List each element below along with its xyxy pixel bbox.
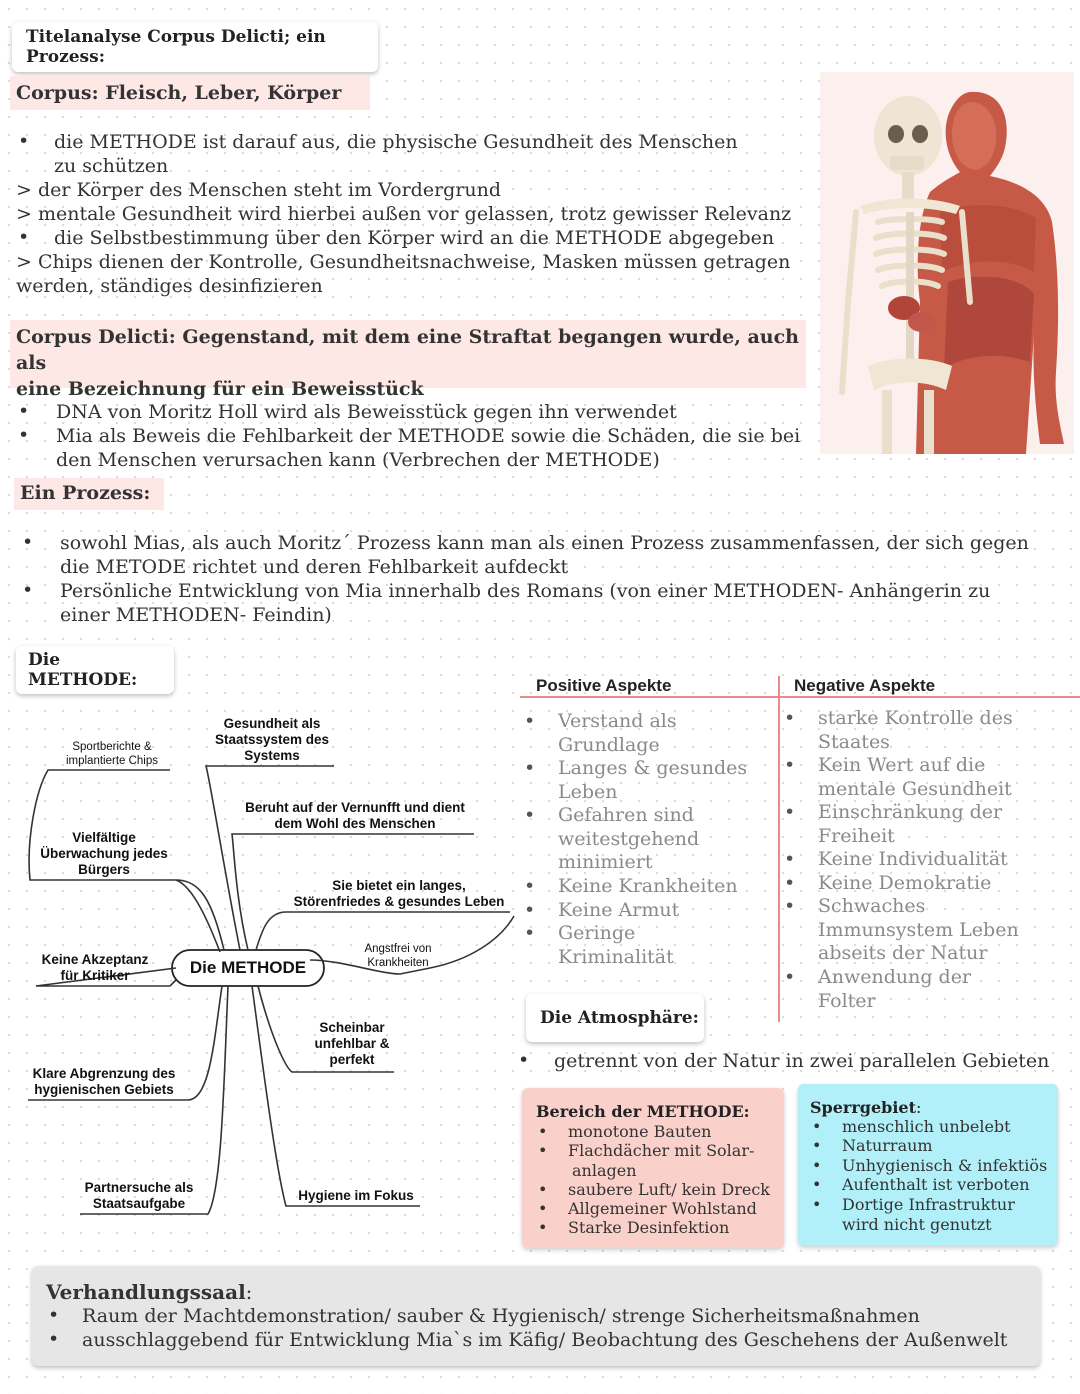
node-line: Klare Abgrenzung des xyxy=(32,1066,176,1081)
corpus-line-1: die METHODE ist darauf aus, die physische Gesundheit des Menschen xyxy=(54,131,738,153)
item-line: Keine Individualität xyxy=(818,848,1008,870)
node-line: Bürgers xyxy=(78,862,130,877)
positive-item xyxy=(558,899,679,923)
saal-line-2: ausschlaggebend für Entwicklung Mia`s im Käfig/ Beobachtung des Geschehens der Außenwelt xyxy=(82,1329,1008,1351)
item-line: Verstand als xyxy=(558,710,677,732)
bullet: • xyxy=(524,804,536,826)
bullet: • xyxy=(812,1156,822,1175)
node-line: hygienischen Gebiets xyxy=(34,1082,174,1097)
bullet: • xyxy=(538,1180,548,1199)
mindmap-node-abgrenzung xyxy=(22,1066,186,1098)
bereich-item: Allgemeiner Wohlstand xyxy=(568,1199,757,1218)
item-line: Folter xyxy=(818,989,876,1012)
prozess-line-3: Persönliche Entwicklung von Mia innerhalb des Romans (von einer METHODEN- Anhängerin zu xyxy=(60,580,991,602)
item-line: weitestgehend xyxy=(558,827,700,850)
item-line: Kriminalität xyxy=(558,945,674,968)
node-line: unfehlbar & xyxy=(314,1036,390,1051)
node-line: implantierte Chips xyxy=(65,755,159,767)
mindmap-node-gesundheit xyxy=(206,716,338,764)
bereich-box xyxy=(522,1088,784,1248)
item-line: Anwendung der xyxy=(818,966,972,988)
delicti-heading-line-1: Corpus Delicti: Gegenstand, mit dem eine Straftat begangen wurde, auch als xyxy=(16,326,799,374)
negative-item xyxy=(818,754,1012,801)
bullet: • xyxy=(18,424,30,446)
bullet: • xyxy=(784,754,796,776)
bullet: • xyxy=(784,895,796,917)
page-title: Titelanalyse Corpus Delicti; ein Prozess: xyxy=(12,22,378,72)
item-line: Staates xyxy=(818,730,890,753)
prozess-heading: Ein Prozess: xyxy=(14,478,164,510)
bullet: • xyxy=(812,1117,822,1136)
item-line: Gefahren sind xyxy=(558,804,694,826)
bereich-item xyxy=(568,1141,754,1180)
sperr-item: menschlich unbelebt xyxy=(842,1117,1011,1136)
node-line: Scheinbar xyxy=(319,1020,385,1035)
bullet: • xyxy=(22,531,34,553)
mindmap-node-ueberwachung xyxy=(24,830,184,878)
corpus-line-2: zu schützen xyxy=(54,155,169,177)
sperrgebiet-box xyxy=(798,1084,1058,1246)
verhandlungssaal-box xyxy=(32,1266,1040,1366)
sperr-item: Aufenthalt ist verboten xyxy=(842,1175,1030,1194)
bullet: • xyxy=(524,875,536,897)
item-line: Flachdächer mit Solar- xyxy=(568,1141,755,1160)
prozess-line-2: die METODE richtet und deren Fehlbarkeit aufdeckt xyxy=(60,556,569,578)
item-line: Langes & gesundes xyxy=(558,757,748,779)
item-line: abseits der Natur xyxy=(818,942,988,964)
methode-heading: Die METHODE: xyxy=(16,646,174,694)
item-line: mentale Gesundheit xyxy=(818,777,1012,800)
delicti-line-1: DNA von Moritz Holl wird als Beweisstück gegen ihn verwendet xyxy=(56,401,677,423)
bullet: • xyxy=(784,801,796,823)
item-line: Grundlage xyxy=(558,733,660,756)
node-line: perfekt xyxy=(329,1052,375,1067)
bereich-item: saubere Luft/ kein Dreck xyxy=(568,1180,770,1199)
bullet: • xyxy=(524,922,536,944)
bullet: • xyxy=(784,966,796,988)
mindmap-node-partner xyxy=(76,1180,202,1212)
bullet: • xyxy=(812,1175,822,1194)
node-line: Sportberichte & xyxy=(72,741,152,753)
item-line: minimiert xyxy=(558,851,653,873)
sperr-item: Unhygienisch & infektiös xyxy=(842,1156,1048,1175)
bullet: • xyxy=(18,226,30,248)
item-line: Keine Krankheiten xyxy=(558,875,738,897)
bullet: • xyxy=(48,1304,60,1326)
corpus-line-4: > mentale Gesundheit wird hierbei außen vor gelassen, trotz gewisser Relevanz xyxy=(16,203,792,225)
bereich-title: Bereich der METHODE: xyxy=(536,1102,750,1121)
item-line: Geringe xyxy=(558,922,636,944)
negative-item xyxy=(818,966,971,1013)
bullet: • xyxy=(524,757,536,779)
bereich-item: monotone Bauten xyxy=(568,1122,712,1141)
bullet: • xyxy=(812,1195,822,1214)
node-line: Sie bietet ein langes, xyxy=(332,878,466,893)
positive-item xyxy=(558,875,738,899)
bullet: • xyxy=(518,1049,530,1071)
mindmap-center: Die METHODE xyxy=(189,958,307,977)
bereich-item: Starke Desinfektion xyxy=(568,1218,730,1237)
atmosphaere-line: getrennt von der Natur in zwei parallelen Gebieten xyxy=(554,1050,1050,1072)
node-line: Staatsaufgabe xyxy=(92,1196,186,1211)
item-line: Leben xyxy=(558,780,618,803)
negative-item xyxy=(818,895,1019,966)
node-line: Angstfrei von xyxy=(364,943,432,955)
negative-item xyxy=(818,848,1008,872)
item-line: Immunsystem Leben xyxy=(818,918,1019,941)
negative-item xyxy=(818,872,991,896)
positive-item xyxy=(558,922,674,969)
saal-line-1: Raum der Machtdemonstration/ sauber & Hygienisch/ strenge Sicherheitsmaßnahmen xyxy=(82,1305,920,1327)
node-line: Partnersuche als xyxy=(84,1180,194,1195)
delicti-line-2: Mia als Beweis die Fehlbarkeit der METHODE sowie die Schäden, die sie bei xyxy=(56,425,801,447)
aspects-divider-horizontal xyxy=(520,696,1080,698)
atmosphaere-heading: Die Atmosphäre: xyxy=(526,994,704,1042)
aspects-divider-vertical xyxy=(778,676,780,1022)
corpus-line-7: werden, ständiges desinfizieren xyxy=(16,275,323,297)
corpus-line-6: > Chips dienen der Kontrolle, Gesundheitsnachweise, Masken müssen getragen xyxy=(16,251,791,273)
bullet: • xyxy=(538,1218,548,1237)
bullet: • xyxy=(538,1122,548,1141)
node-line: Hygiene im Fokus xyxy=(298,1188,414,1203)
bullet: • xyxy=(22,579,34,601)
item-line: anlagen xyxy=(572,1160,637,1180)
node-line: Krankheiten xyxy=(367,957,429,969)
delicti-line-3: den Menschen verursachen kann (Verbrechen der METHODE) xyxy=(56,449,660,471)
bullet: • xyxy=(538,1141,548,1160)
node-line: Beruht auf der Vernunfft und dient xyxy=(245,800,465,815)
node-line: Staatssystem des xyxy=(214,732,330,747)
corpus-line-5: die Selbstbestimmung über den Körper wird an die METHODE abgegeben xyxy=(54,227,775,249)
negative-aspects-heading: Negative Aspekte xyxy=(794,676,936,695)
bullet: • xyxy=(784,872,796,894)
bullet: • xyxy=(538,1199,548,1218)
item-line: Keine Armut xyxy=(558,899,680,921)
bullet: • xyxy=(784,707,796,729)
node-line: Systems xyxy=(244,748,300,763)
bullet: • xyxy=(524,710,536,732)
bullet: • xyxy=(524,899,536,921)
sperr-item xyxy=(842,1195,1015,1234)
item-line: Keine Demokratie xyxy=(818,872,992,894)
node-line: Vielfältige xyxy=(72,830,136,845)
item-line: starke Kontrolle des xyxy=(818,707,1013,729)
item-line: Einschränkung der xyxy=(818,801,1003,823)
verhandlungssaal-heading-text: Verhandlungssaal xyxy=(46,1280,246,1304)
sperrgebiet-title xyxy=(810,1098,921,1117)
node-line: Gesundheit als xyxy=(223,716,321,731)
item-line: wird nicht genutzt xyxy=(842,1214,992,1234)
bullet: • xyxy=(18,400,30,422)
mindmap-node-leben xyxy=(286,878,512,910)
node-line: Keine Akzeptanz xyxy=(41,952,149,967)
node-line: dem Wohl des Menschen xyxy=(274,816,436,831)
bullet: • xyxy=(18,130,30,152)
item-line: Dortige Infrastruktur xyxy=(842,1195,1015,1214)
item-line: Kein Wert auf die xyxy=(818,754,986,776)
positive-aspects-heading: Positive Aspekte xyxy=(536,676,672,695)
positive-item xyxy=(558,804,699,875)
verhandlungssaal-heading xyxy=(46,1280,252,1304)
node-line: Störenfriedes & gesundes Leben xyxy=(293,894,505,909)
node-line: Überwachung jedes xyxy=(40,846,168,861)
bullet: • xyxy=(812,1136,822,1155)
sperrgebiet-title-colon: : xyxy=(915,1098,922,1117)
positive-item xyxy=(558,757,747,804)
item-line: Schwaches xyxy=(818,895,926,917)
bullet: • xyxy=(48,1328,60,1350)
prozess-line-1: sowohl Mias, als auch Moritz´ Prozess kann man als einen Prozess zusammenfassen, der sich gegen xyxy=(60,532,1029,554)
delicti-heading-line-2: eine Bezeichnung für ein Beweisstück xyxy=(16,378,424,400)
corpus-heading: Corpus: Fleisch, Leber, Körper xyxy=(10,76,370,110)
node-line: für Kritiker xyxy=(60,968,130,983)
item-line: Freiheit xyxy=(818,824,895,847)
mindmap-node-akzeptanz xyxy=(30,952,160,984)
delicti-heading xyxy=(10,320,806,400)
positive-item xyxy=(558,710,677,757)
mindmap-node-scheinbar xyxy=(302,1020,402,1068)
sperrgebiet-title-text: Sperrgebiet xyxy=(810,1098,916,1117)
mindmap-node-sport xyxy=(52,740,172,768)
mindmap-node-angstfrei xyxy=(350,942,446,970)
mindmap-node-hygiene xyxy=(290,1188,422,1204)
bullet: • xyxy=(784,848,796,870)
anatomy-figure xyxy=(820,72,1074,454)
negative-item xyxy=(818,707,1013,754)
sperr-item: Naturraum xyxy=(842,1136,933,1155)
corpus-line-3: > der Körper des Menschen steht im Vordergrund xyxy=(16,179,502,201)
mindmap-node-vernunft xyxy=(234,800,476,832)
anatomy-illustration xyxy=(820,72,1074,454)
prozess-line-4: einer METHODEN- Feindin) xyxy=(60,604,332,626)
negative-item xyxy=(818,801,1002,848)
verhandlungssaal-heading-colon: : xyxy=(245,1280,253,1304)
